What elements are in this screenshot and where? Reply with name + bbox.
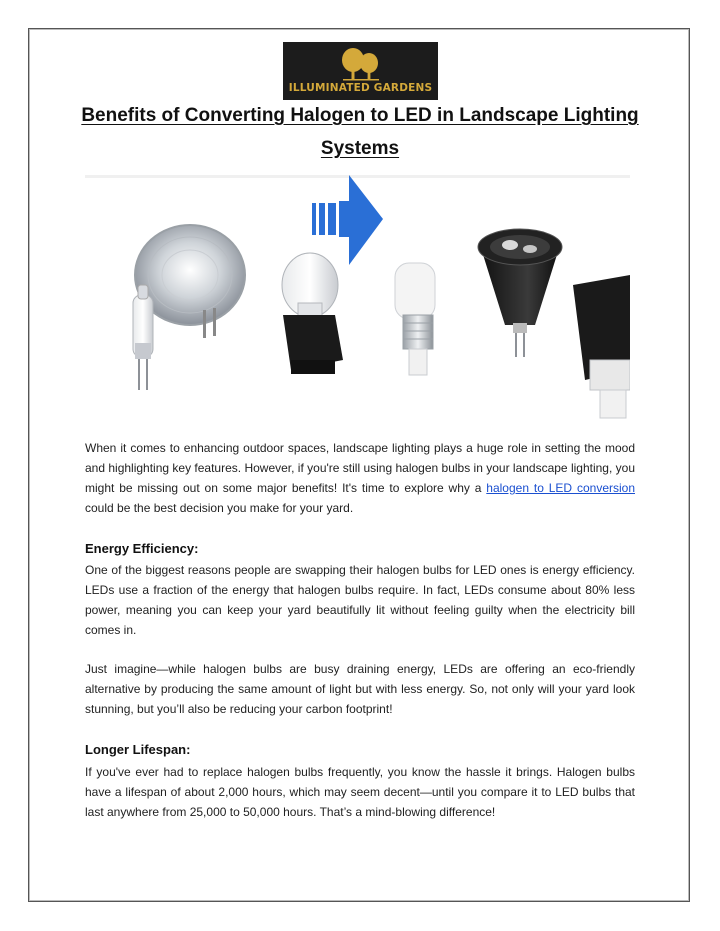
led-wedge-icon <box>573 275 630 418</box>
page-title: Benefits of Converting Halogen to LED in Landscape Lighting Systems <box>81 105 639 159</box>
logo-text: ILLUMINATED GARDENS <box>288 82 433 94</box>
brand-logo <box>283 42 438 100</box>
lifespan-paragraph-1: If you've ever had to replace halogen bulbs frequently, you know the hassle it brings. Halogen bulbs have a lifespan of about 2,000 hours, which may seem decent—until you compare it to LED bulbs that last anywhere from 25,000 to 50,000 hours. That’s a mind-blowing difference! <box>85 765 635 819</box>
halogen-to-led-conversion-link[interactable]: halogen to LED conversion <box>486 481 635 495</box>
energy-paragraph-2: Just imagine—while halogen bulbs are busy draining energy, LEDs are offering an eco-friendly alternative by producing the same amount of light but with less energy. So, not only will your yard look stunning, but you’ll also be reducing your carbon footprint! <box>85 662 635 716</box>
halogen-to-led-illustration-icon <box>85 175 630 425</box>
tree-logo-icon <box>283 42 438 82</box>
intro-paragraph <box>85 438 635 518</box>
led-capsule-icon <box>395 263 435 375</box>
intro-text-end: could be the best decision you make for your yard. <box>85 501 354 515</box>
wedge-halogen-icon <box>282 253 343 374</box>
arrow-icon <box>312 175 383 265</box>
section-heading-longer-lifespan: Longer Lifespan: <box>85 742 191 757</box>
energy-paragraph-1: One of the biggest reasons people are swapping their halogen bulbs for LED ones is energy efficiency. LEDs use a fraction of the energy that halogen bulbs require. In fact, LEDs consume about 80% less power, meaning you can keep your yard beautifully lit without feeling guilty when the electricity bill comes in. <box>85 563 635 637</box>
intro-text: When it comes to enhancing outdoor spaces, landscape lighting plays a huge role in setting the mood and highlighting key features. However, if you're still using halogen bulbs in your landscape lighting, you might be missing out on some major benefits! It's time to explore why a <box>85 441 635 495</box>
led-mr16-icon <box>478 229 562 357</box>
section-heading-energy-efficiency: Energy Efficiency: <box>85 541 199 556</box>
hero-illustration <box>85 175 630 425</box>
g4-capsule-icon <box>133 285 153 390</box>
